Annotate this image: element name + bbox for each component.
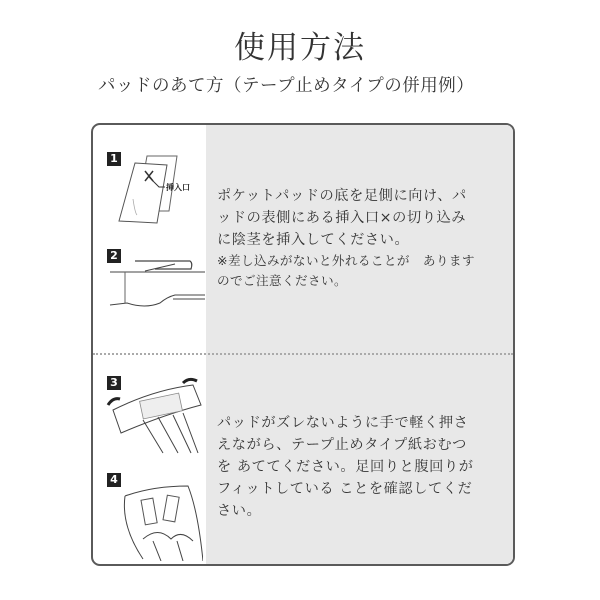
- step-number-2: 2: [107, 249, 121, 263]
- page-subtitle: パッドのあて方（テープ止めタイプの併用例）: [98, 76, 475, 96]
- caution-note-line: ※差し込みがないと外れることが あります: [217, 253, 475, 268]
- instruction-line: パッドがズレないように手で軽く押さ: [217, 415, 469, 431]
- insertion-slot-label: 挿入口: [166, 183, 190, 192]
- instruction-line: を あててください。足回りと腹回りが: [217, 459, 474, 475]
- instruction-line: フィットしている ことを確認してくだ: [217, 481, 473, 497]
- diaper-fitted-icon: [113, 471, 203, 561]
- step-3-4-instructions: [217, 412, 507, 522]
- section-divider: [93, 353, 513, 355]
- step-1-2-instructions: [217, 185, 507, 291]
- step-number-4: 4: [107, 473, 121, 487]
- hand-inserting-icon: [105, 253, 205, 323]
- step-number-3: 3: [107, 376, 121, 390]
- hands-holding-diaper-icon: [103, 375, 203, 455]
- instruction-line: さい。: [217, 503, 262, 519]
- instruction-line: ポケットパッドの底を足側に向け、パ: [217, 188, 467, 204]
- step-number-1: 1: [107, 152, 121, 166]
- instruction-line: ッドの表側にある挿入口×の切り込み: [217, 210, 467, 226]
- page-title: 使用方法: [234, 30, 366, 66]
- caution-note-line: のでご注意ください。: [217, 273, 347, 288]
- instruction-line: えながら、テープ止めタイプ紙おむつ: [217, 437, 467, 453]
- instructions-box: [91, 123, 515, 566]
- instruction-line: に陰茎を挿入してください。: [217, 232, 410, 248]
